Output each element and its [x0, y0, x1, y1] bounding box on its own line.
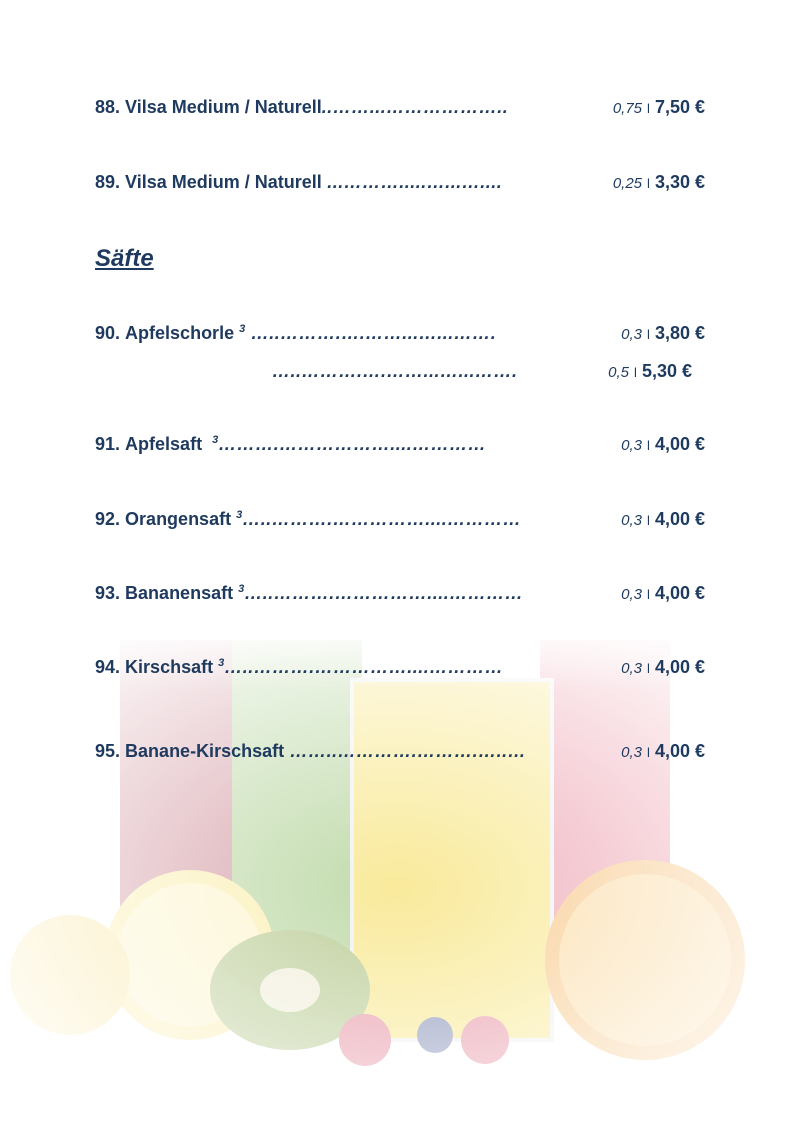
unit-liter: l: [647, 745, 650, 760]
unit-liter: l: [647, 438, 650, 453]
item-price: 4,00 €: [654, 583, 705, 603]
item-number: 95.: [95, 741, 121, 761]
menu-item-90: [95, 321, 705, 345]
footnote-marker: 3: [236, 509, 243, 521]
unit-liter: l: [647, 327, 650, 342]
leader-dots: …..……….……………....…………: [242, 509, 522, 529]
item-name: Kirschsaft: [125, 657, 214, 677]
leader-dots: …..……….……………....…………: [224, 657, 504, 677]
menu-item-92: [95, 507, 705, 531]
item-price-block: [621, 507, 705, 533]
item-number: 94.: [95, 657, 121, 677]
item-volume: 0,5: [608, 364, 630, 381]
item-price: 7,50 €: [654, 97, 705, 117]
unit-liter: l: [647, 513, 650, 528]
item-price-block: [613, 170, 705, 196]
leader-dots: ……….………………....…………: [218, 434, 487, 454]
item-price-block: [621, 432, 705, 458]
leader-dots: ...……….....…...…....: [321, 172, 503, 192]
footnote-marker: 3: [238, 583, 245, 595]
item-name: Apfelsaft: [125, 434, 203, 454]
item-number: 92.: [95, 509, 121, 529]
item-price: 4,00 €: [654, 434, 705, 454]
item-number: 88.: [95, 97, 121, 117]
item-name: Bananensaft: [125, 583, 234, 603]
item-price-block: [621, 739, 705, 765]
menu-item-94: [95, 655, 705, 679]
item-price: 4,00 €: [654, 509, 705, 529]
leader-dots: …..……….….……...…...…….: [272, 361, 518, 381]
item-volume: 0,3: [621, 512, 643, 529]
item-volume: 0,3: [621, 744, 643, 761]
menu-item-88: [95, 95, 705, 119]
menu-item-90-large: [272, 359, 692, 383]
item-number: 89.: [95, 172, 121, 192]
unit-liter: l: [647, 101, 650, 116]
item-number: 90.: [95, 323, 121, 343]
footnote-marker: 3: [218, 657, 225, 669]
item-volume: 0,75: [612, 100, 643, 117]
item-price: 3,30 €: [654, 172, 705, 192]
section-heading: Säfte: [95, 245, 154, 272]
item-name: Banane-Kirschsaft: [125, 741, 285, 761]
item-number: 93.: [95, 583, 121, 603]
leader-dots: ……..………….……….…..…: [284, 741, 527, 761]
menu-item-91: [95, 432, 705, 456]
footnote-marker: 3: [212, 434, 219, 446]
unit-liter: l: [634, 365, 637, 380]
unit-liter: l: [647, 661, 650, 676]
leader-dots: …..……….……………....…………: [244, 583, 524, 603]
item-volume: 0,3: [621, 586, 643, 603]
footnote-marker: 3: [239, 323, 246, 335]
item-price-block: [621, 321, 705, 347]
item-volume: 0,3: [621, 660, 643, 677]
menu-item-93: [95, 581, 705, 605]
item-price: 4,00 €: [654, 741, 705, 761]
item-name: Apfelschorle: [125, 323, 235, 343]
item-price-block: [621, 581, 705, 607]
item-price: 5,30 €: [641, 361, 692, 381]
item-volume: 0,3: [621, 326, 643, 343]
item-name: Orangensaft: [125, 509, 232, 529]
unit-liter: l: [647, 587, 650, 602]
menu-item-89: [95, 170, 705, 194]
unit-liter: l: [647, 176, 650, 191]
item-number: 91.: [95, 434, 121, 454]
menu-item-95: [95, 739, 705, 763]
item-price-block: [608, 359, 692, 385]
item-volume: 0,25: [612, 175, 643, 192]
item-price: 4,00 €: [654, 657, 705, 677]
leader-dots: ..……...………………..: [321, 97, 509, 117]
item-price: 3,80 €: [654, 323, 705, 343]
item-price-block: [621, 655, 705, 681]
item-price-block: [613, 95, 705, 121]
item-name: Vilsa Medium / Naturell: [125, 97, 322, 117]
leader-dots: …..……….….……...…...…….: [245, 323, 497, 343]
item-volume: 0,3: [621, 437, 643, 454]
item-name: Vilsa Medium / Naturell: [125, 172, 322, 192]
